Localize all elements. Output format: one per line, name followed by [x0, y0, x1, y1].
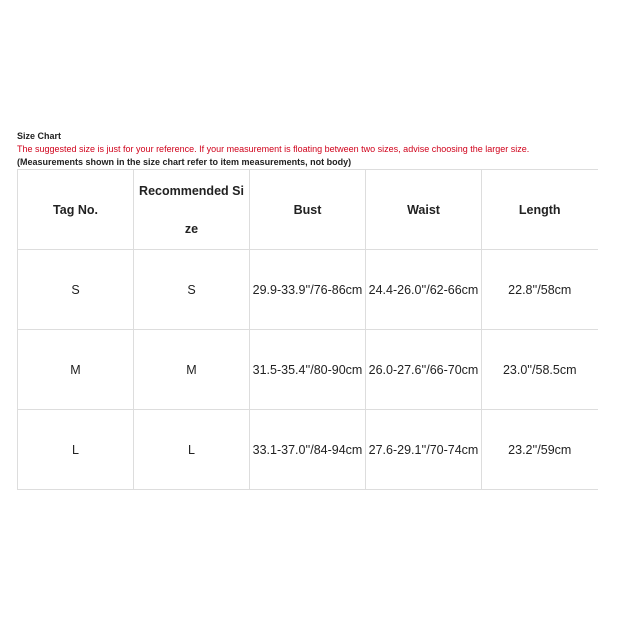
cell-value: 29.9-33.9''/76-86cm	[252, 282, 363, 297]
header-label: Recommended Size	[139, 183, 244, 236]
cell-value: 31.5-35.4''/80-90cm	[252, 362, 363, 377]
cell-waist	[366, 410, 482, 490]
cell-length	[482, 410, 598, 490]
cell-value: 23.2''/59cm	[508, 442, 572, 457]
cell-value: 23.0''/58.5cm	[502, 362, 577, 377]
table-row	[18, 410, 598, 490]
cell-value: L	[188, 442, 195, 457]
cell-waist	[366, 250, 482, 330]
cell-value: M	[70, 362, 81, 377]
header-recommended-size	[134, 170, 250, 250]
table-row	[18, 250, 598, 330]
cell-bust	[250, 250, 366, 330]
table-header-row	[18, 170, 598, 250]
cell-tag	[18, 410, 134, 490]
cell-recommended	[134, 250, 250, 330]
cell-bust	[250, 410, 366, 490]
size-advice-note: The suggested size is just for your reference. If your measurement is floating between two sizes, advise choosing the larger size.	[17, 144, 530, 154]
header-label: Tag No.	[53, 202, 98, 217]
cell-value: L	[72, 442, 79, 457]
cell-tag	[18, 250, 134, 330]
header-tag-no	[18, 170, 134, 250]
header-waist	[366, 170, 482, 250]
header-label: Waist	[407, 202, 440, 217]
cell-recommended	[134, 330, 250, 410]
cell-value: M	[186, 362, 197, 377]
cell-value: S	[71, 282, 80, 297]
size-chart-header	[17, 130, 617, 169]
cell-value: S	[187, 282, 196, 297]
cell-value: 24.4-26.0''/62-66cm	[368, 282, 479, 297]
table-row	[18, 330, 598, 410]
header-bust	[250, 170, 366, 250]
cell-value: 33.1-37.0''/84-94cm	[252, 442, 363, 457]
cell-length	[482, 330, 598, 410]
cell-value: 22.8''/58cm	[508, 282, 572, 297]
header-label: Bust	[293, 202, 322, 217]
size-chart-title: Size Chart	[17, 131, 62, 141]
header-length	[482, 170, 598, 250]
cell-length	[482, 250, 598, 330]
cell-recommended	[134, 410, 250, 490]
cell-value: 26.0-27.6''/66-70cm	[368, 362, 479, 377]
cell-tag	[18, 330, 134, 410]
cell-waist	[366, 330, 482, 410]
size-table	[17, 169, 598, 490]
cell-value: 27.6-29.1''/70-74cm	[368, 442, 479, 457]
cell-bust	[250, 330, 366, 410]
measurement-note: (Measurements shown in the size chart refer to item measurements, not body)	[17, 157, 352, 167]
header-label: Length	[518, 202, 561, 217]
